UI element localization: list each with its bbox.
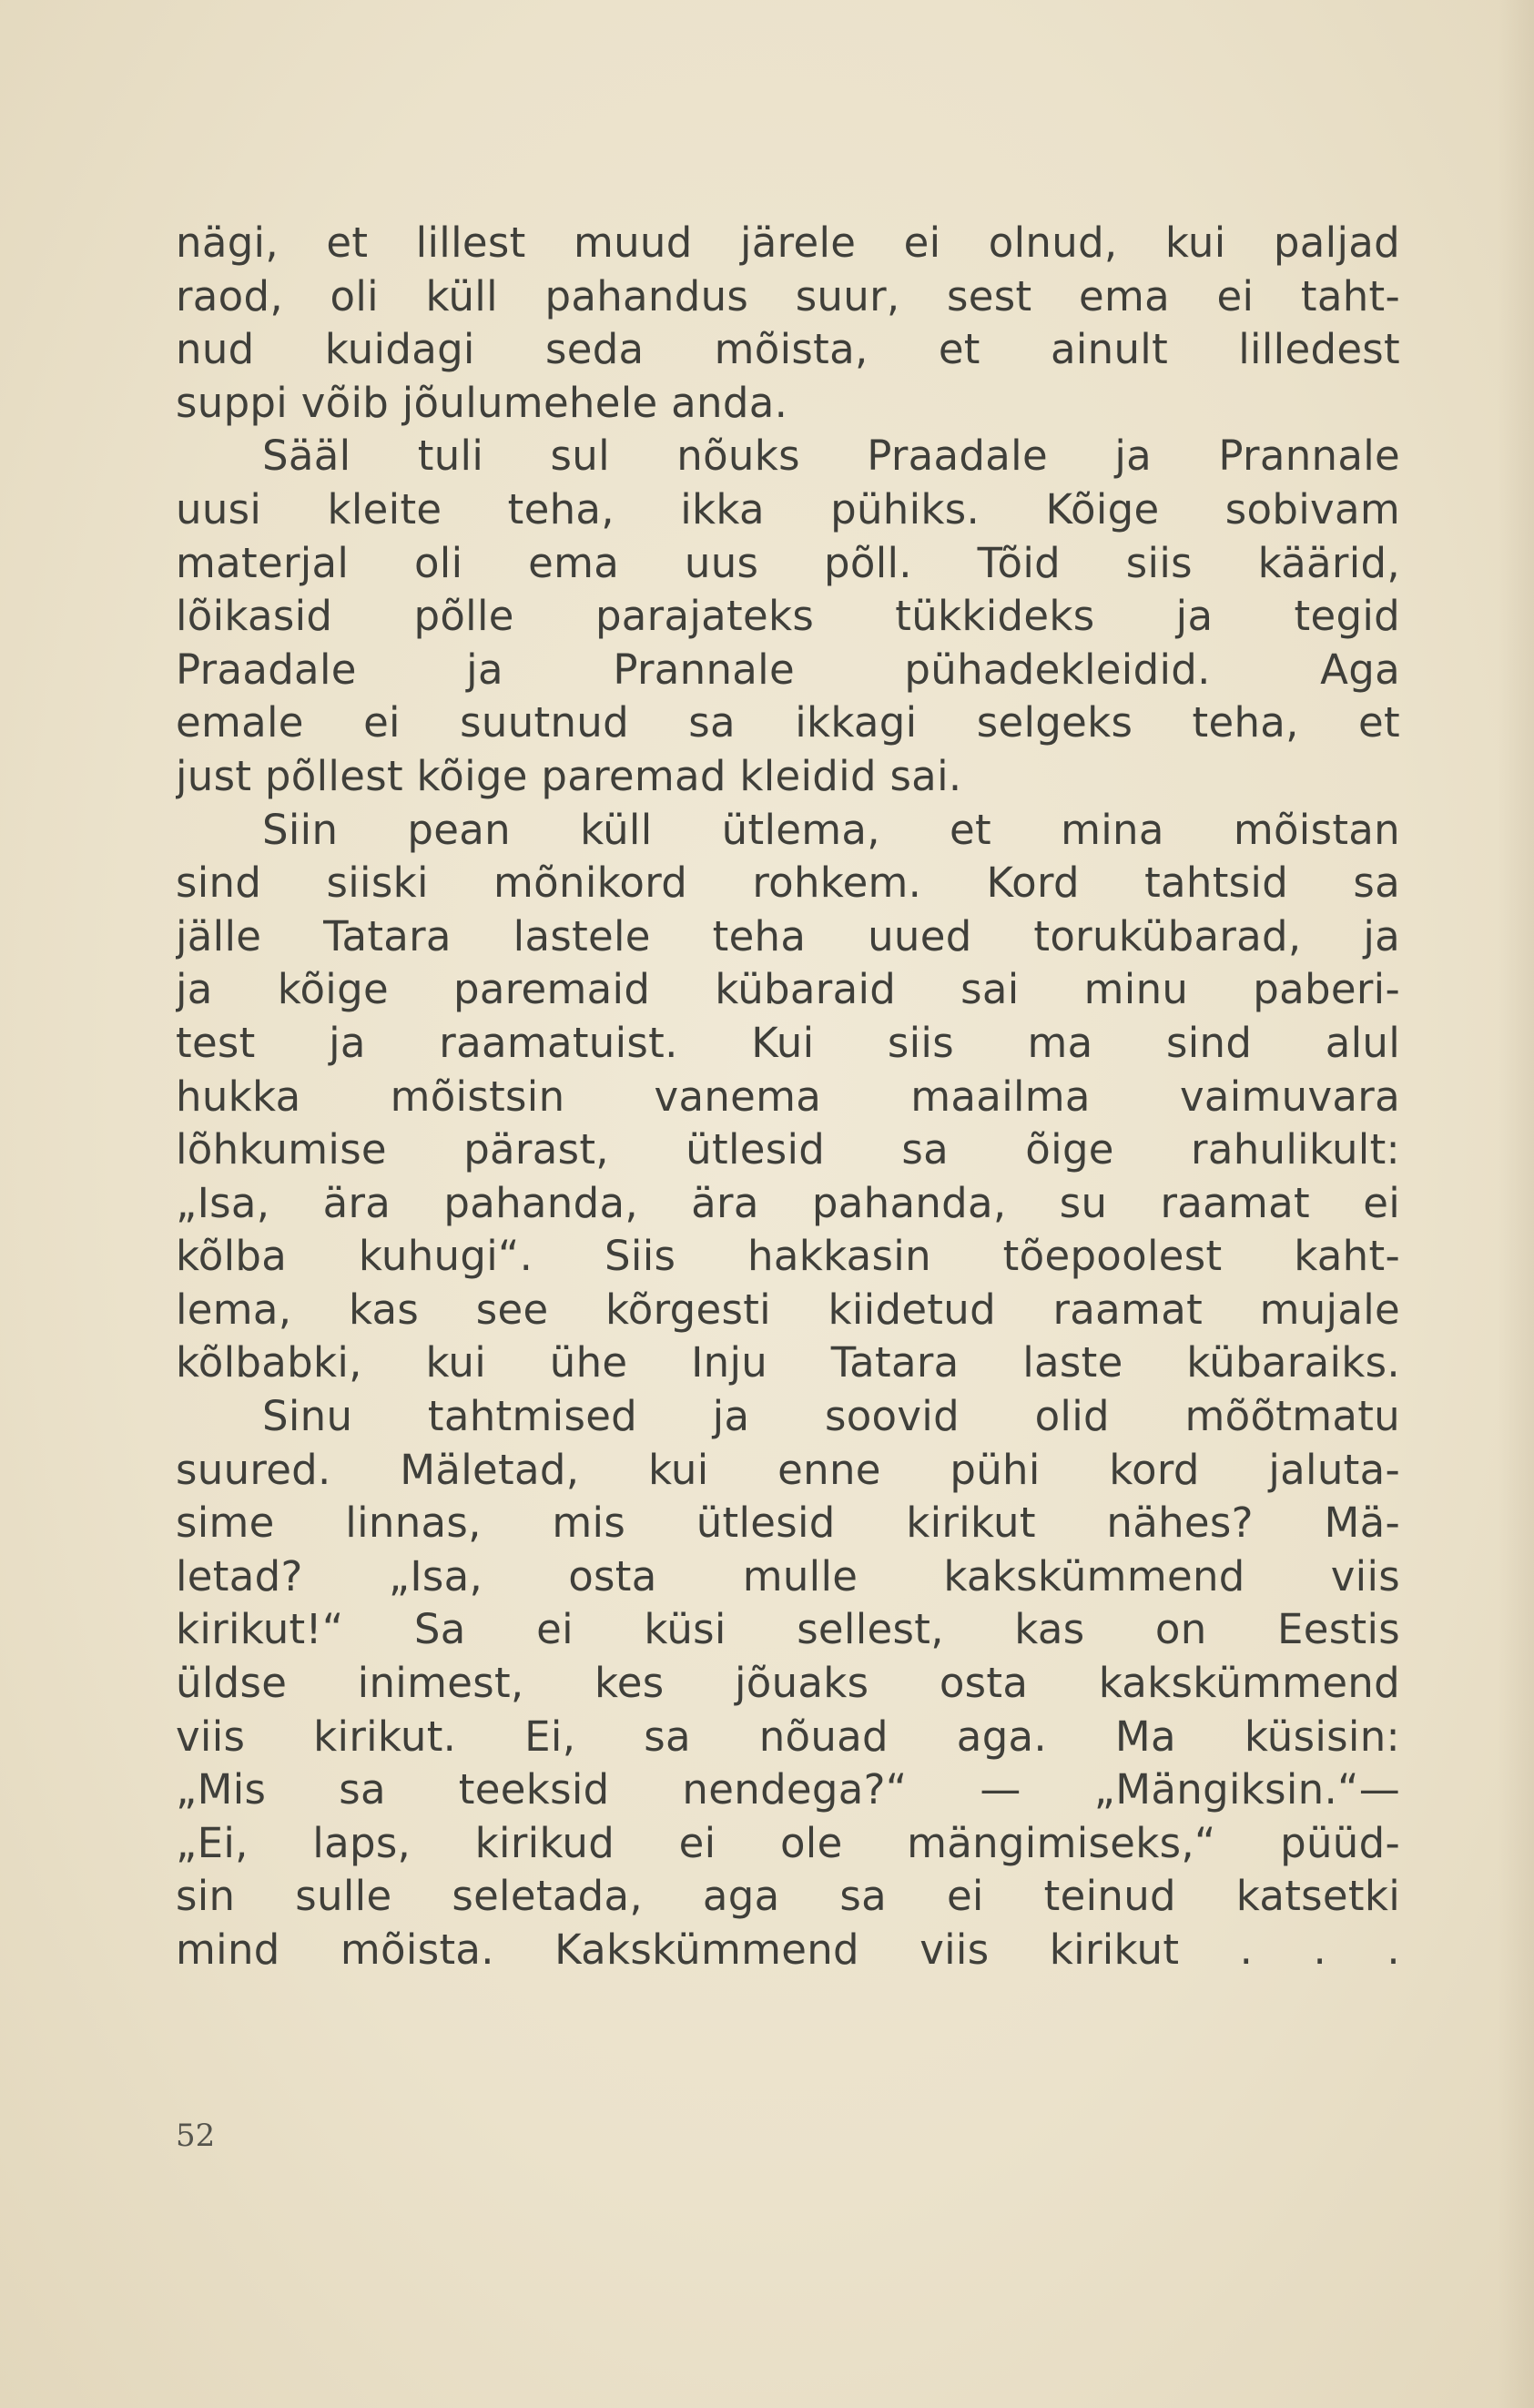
text-line: „Isa, ära pahanda, ära pahanda, su raamat ei <box>176 1178 1400 1227</box>
page-number: 52 <box>176 2118 216 2154</box>
text-line: raod, oli küll pahandus suur, sest ema ei taht- <box>176 271 1400 320</box>
text-line: emale ei suutnud sa ikkagi selgeks teha, et <box>176 698 1400 747</box>
text-line: „Ei, laps, kirikud ei ole mängimiseks,“ püüd- <box>176 1818 1400 1867</box>
text-line: nägi, et lillest muud järele ei olnud, kui paljad <box>176 218 1400 267</box>
text-line: lõhkumise pärast, ütlesid sa õige rahulikult: <box>176 1125 1400 1174</box>
text-line: uusi kleite teha, ikka pühiks. Kõige sobivam <box>176 484 1400 533</box>
text-line: kirikut!“ Sa ei küsi sellest, kas on Eestis <box>176 1605 1400 1654</box>
text-line: üldse inimest, kes jõuaks osta kakskümmend <box>176 1659 1400 1708</box>
text-line: ja kõige paremaid kübaraid sai minu paberi- <box>176 965 1400 1014</box>
text-line: lema, kas see kõrgesti kiidetud raamat mujale <box>176 1285 1400 1334</box>
text-line: Praadale ja Prannale pühadekleidid. Aga <box>176 645 1400 694</box>
text-line: suppi võib jõulumehele anda. <box>176 378 788 427</box>
text-line: sime linnas, mis ütlesid kirikut nähes? Mä- <box>176 1499 1400 1548</box>
text-line: mind mõista. Kakskümmend viis kirikut . . . <box>176 1925 1400 1974</box>
text-line: materjal oli ema uus põll. Tõid siis käärid, <box>176 538 1400 587</box>
text-line: lõikasid põlle parajateks tükkideks ja tegid <box>176 592 1400 641</box>
text-line: sind siiski mõnikord rohkem. Kord tahtsid sa <box>176 859 1400 908</box>
text-line: suured. Mäletad, kui enne pühi kord jaluta- <box>176 1445 1400 1494</box>
text-line: just põllest kõige paremad kleidid sai. <box>176 751 962 800</box>
text-line: viis kirikut. Ei, sa nõuad aga. Ma küsisin: <box>176 1712 1400 1761</box>
text-line: Siin pean küll ütlema, et mina mõistan <box>262 805 1400 854</box>
text-line: kõlba kuhugi“. Siis hakkasin tõepoolest kaht- <box>176 1232 1400 1281</box>
text-line: test ja raamatuist. Kui siis ma sind alul <box>176 1018 1400 1067</box>
text-line: jälle Tatara lastele teha uued torukübarad, ja <box>176 911 1400 960</box>
text-line: „Mis sa teeksid nendega?“ — „Mängiksin.“— <box>176 1765 1400 1814</box>
text-line: Sääl tuli sul nõuks Praadale ja Prannale <box>262 432 1400 481</box>
text-line: letad? „Isa, osta mulle kakskümmend viis <box>176 1551 1400 1600</box>
text-line: nud kuidagi seda mõista, et ainult lilledest <box>176 325 1400 374</box>
text-line: hukka mõistsin vanema maailma vaimuvara <box>176 1072 1400 1121</box>
text-line: sin sulle seletada, aga sa ei teinud katsetki <box>176 1872 1400 1921</box>
body-text <box>176 217 1400 1977</box>
text-line: kõlbabki, kui ühe Inju Tatara laste kübaraiks. <box>176 1338 1400 1387</box>
text-line: Sinu tahtmised ja soovid olid mõõtmatu <box>262 1392 1400 1441</box>
